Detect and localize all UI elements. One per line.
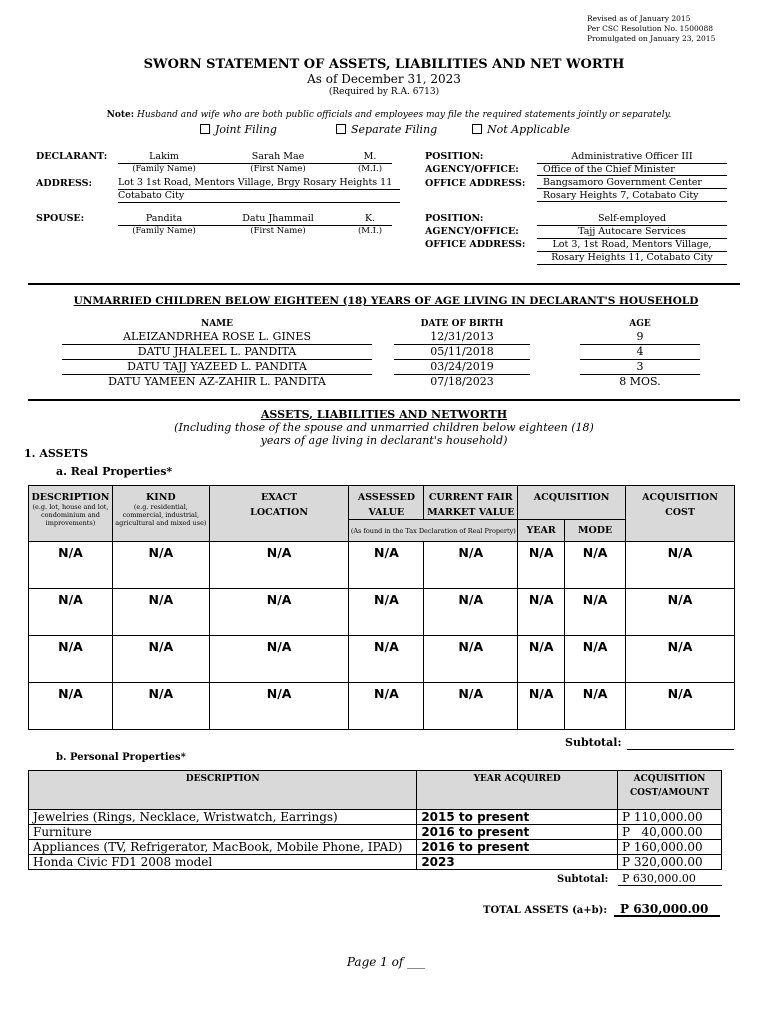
col-tax-note: (As found in the Tax Declaration of Real Property) <box>349 520 518 542</box>
table-cell: N/A <box>112 636 209 683</box>
col-cost <box>626 486 735 542</box>
table-cell: N/A <box>349 636 424 683</box>
declarant-family-name: Lakim <box>149 151 179 162</box>
child-name: ALEIZANDRHEA ROSE L. GINES <box>62 330 372 345</box>
as-of-date: As of December 31, 2023 <box>307 72 461 86</box>
declarant-address-2: Cotabato City <box>118 190 400 203</box>
form-title: SWORN STATEMENT OF ASSETS, LIABILITIES AND NET WORTH <box>143 57 625 72</box>
pp-cost: P 40,000.00 <box>618 825 722 840</box>
table-cell: N/A <box>112 542 209 589</box>
table-cell: N/A <box>424 589 518 636</box>
table-cell: N/A <box>112 683 209 730</box>
col-assessed <box>349 486 424 520</box>
col-location-label-1: EXACT <box>260 492 298 503</box>
page-number: Page 1 of ___ <box>346 955 426 969</box>
children-col-dob: DATE OF BIRTH <box>420 319 504 329</box>
caption-mi-2: (M.I.) <box>357 226 383 236</box>
caption-family-2: (Family Name) <box>132 226 196 236</box>
col-cost-label-2: COST <box>665 507 695 518</box>
agency-label: AGENCY/OFFICE: <box>425 164 519 175</box>
declarant-mi: M. <box>363 151 377 162</box>
col-description-note: (e.g. lot, house and lot, condominium and improvements) <box>32 503 109 527</box>
caption-mi: (M.I.) <box>357 164 383 174</box>
table-cell: N/A <box>29 683 113 730</box>
declarant-first-name: Sarah Mae <box>251 151 305 162</box>
real-subtotal-value <box>627 737 734 750</box>
pp-description: Furniture <box>29 825 417 840</box>
filing-separate[interactable] <box>336 123 437 136</box>
checkbox-icon[interactable] <box>472 124 482 134</box>
table-cell: N/A <box>565 636 626 683</box>
required-by: (Required by R.A. 6713) <box>328 87 440 97</box>
office-address-label: OFFICE ADDRESS: <box>425 178 526 189</box>
table-cell: N/A <box>565 542 626 589</box>
children-col-name: NAME <box>200 319 234 329</box>
col-acquisition <box>518 486 626 520</box>
declarant-office-address-1: Bangsamoro Government Center <box>537 177 727 189</box>
real-properties-table <box>28 485 735 730</box>
pp-description: Jewelries (Rings, Necklace, Wristwatch, Earrings) <box>29 810 417 825</box>
spouse-agency: Tajj Autocare Services <box>537 226 727 239</box>
filing-joint-label: Joint Filing <box>215 123 277 136</box>
col-year: YEAR <box>518 520 565 542</box>
table-row <box>29 810 722 825</box>
filing-joint[interactable] <box>200 123 277 136</box>
col-kind-note: (e.g. residential, commercial, industrial, agricultural and mixed use) <box>115 503 207 527</box>
total-assets-value: P 630,000.00 <box>614 902 720 917</box>
caption-family: (Family Name) <box>132 164 196 174</box>
checkbox-icon[interactable] <box>200 124 210 134</box>
col-cost-label-1: ACQUISITION <box>642 492 718 503</box>
table-row <box>29 825 722 840</box>
table-cell: N/A <box>518 542 565 589</box>
alnw-sub-1: (Including those of the spouse and unmarried children below eighteen (18) <box>174 421 594 434</box>
table-cell: N/A <box>209 542 349 589</box>
note-label: Note: <box>106 110 135 120</box>
assets-label: 1. ASSETS <box>24 447 89 460</box>
col-location-label-2: LOCATION <box>250 507 309 518</box>
checkbox-icon[interactable] <box>336 124 346 134</box>
pp-cost: P 110,000.00 <box>618 810 722 825</box>
child-name: DATU JHALEEL L. PANDITA <box>62 345 372 360</box>
declarant-label: DECLARANT: <box>36 151 108 162</box>
col-assessed-label-2: VALUE <box>368 507 405 518</box>
table-cell: N/A <box>626 683 735 730</box>
table-cell: N/A <box>626 589 735 636</box>
spouse-family-name: Pandita <box>145 213 183 224</box>
alnw-heading: ASSETS, LIABILITIES AND NETWORTH <box>260 408 508 421</box>
filing-separate-label: Separate Filing <box>351 123 438 136</box>
pp-cost: P 160,000.00 <box>618 840 722 855</box>
personal-subtotal-value: P 630,000.00 <box>618 872 722 886</box>
table-row <box>29 840 722 855</box>
col-description-label: DESCRIPTION <box>31 492 110 503</box>
col-fmv-label-2: MARKET VALUE <box>427 507 515 518</box>
table-row <box>29 542 735 589</box>
table-row <box>29 636 735 683</box>
col-description <box>29 486 113 542</box>
declarant-position: Administrative Officer III <box>537 151 727 164</box>
personal-properties-table <box>28 770 722 870</box>
child-age: 9 <box>580 330 700 345</box>
col-pp-cost-label-1: ACQUISITION <box>633 774 706 784</box>
table-cell: N/A <box>518 589 565 636</box>
table-cell: N/A <box>29 636 113 683</box>
divider <box>28 283 740 285</box>
child-dob: 03/24/2019 <box>394 360 530 375</box>
spouse-position-label: POSITION: <box>425 213 484 224</box>
child-dob: 12/31/2013 <box>394 330 530 345</box>
child-age: 8 MOS. <box>619 375 661 388</box>
child-row <box>62 360 644 374</box>
pp-year: 2023 <box>417 855 618 870</box>
spouse-office-address-label: OFFICE ADDRESS: <box>425 239 526 250</box>
child-dob: 05/11/2018 <box>394 345 530 360</box>
declarant-address-1: Lot 3 1st Road, Mentors Village, Brgy Rosary Heights 11 <box>118 177 400 190</box>
spouse-office-address-2: Rosary Heights 11, Cotabato City <box>537 252 727 265</box>
col-location <box>209 486 349 542</box>
table-cell: N/A <box>626 542 735 589</box>
table-cell: N/A <box>565 683 626 730</box>
revision-line-1: Revised as of January 2015 <box>587 14 691 23</box>
real-subtotal-label: Subtotal: <box>565 736 622 749</box>
table-row <box>29 589 735 636</box>
spouse-label: SPOUSE: <box>36 213 85 224</box>
pp-year: 2016 to present <box>417 840 618 855</box>
child-dob: 07/18/2023 <box>430 375 494 388</box>
caption-first: (First Name) <box>250 164 306 174</box>
pp-description: Appliances (TV, Refrigerator, MacBook, Mobile Phone, IPAD) <box>29 840 417 855</box>
col-pp-description: DESCRIPTION <box>29 771 417 810</box>
col-assessed-label-1: ASSESSED <box>357 492 415 503</box>
table-cell: N/A <box>209 683 349 730</box>
col-acquisition-label: ACQUISITION <box>533 492 610 503</box>
col-mode: MODE <box>565 520 626 542</box>
position-label: POSITION: <box>425 151 484 162</box>
table-cell: N/A <box>112 589 209 636</box>
col-fmv-label-1: CURRENT FAIR <box>428 492 513 503</box>
caption-first-2: (First Name) <box>250 226 306 236</box>
personal-properties-label: b. Personal Properties* <box>56 752 186 763</box>
col-pp-cost <box>618 771 722 810</box>
table-cell: N/A <box>518 683 565 730</box>
table-cell: N/A <box>349 589 424 636</box>
spouse-first-name: Datu Jhammail <box>242 213 314 224</box>
declarant-office-address-2: Rosary Heights 7, Cotabato City <box>537 190 727 202</box>
table-cell: N/A <box>518 636 565 683</box>
pp-year: 2015 to present <box>417 810 618 825</box>
pp-cost: P 320,000.00 <box>618 855 722 870</box>
children-heading: UNMARRIED CHILDREN BELOW EIGHTEEN (18) YEARS OF AGE LIVING IN DECLARANT'S HOUSEHOLD <box>73 295 699 307</box>
note <box>0 110 768 120</box>
col-kind <box>112 486 209 542</box>
child-row <box>62 375 661 389</box>
pp-description: Honda Civic FD1 2008 model <box>29 855 417 870</box>
table-cell: N/A <box>565 589 626 636</box>
revision-line-3: Promulgated on January 23, 2015 <box>587 34 716 43</box>
col-kind-label: KIND <box>146 492 176 503</box>
table-cell: N/A <box>424 542 518 589</box>
note-text: Husband and wife who are both public officials and employees may file the required statements jointly or separately. <box>136 110 672 120</box>
table-row <box>29 855 722 870</box>
divider <box>28 399 740 401</box>
declarant-name-line <box>118 151 392 164</box>
child-row <box>62 345 644 359</box>
spouse-mi: K. <box>364 213 376 224</box>
total-assets-label: TOTAL ASSETS (a+b): <box>483 905 608 916</box>
child-name: DATU TAJJ YAZEED L. PANDITA <box>62 360 372 375</box>
spouse-position: Self-employed <box>537 213 727 226</box>
table-row <box>29 683 735 730</box>
spouse-office-address-1: Lot 3, 1st Road, Mentors Village, <box>537 239 727 252</box>
pp-year: 2016 to present <box>417 825 618 840</box>
child-row <box>62 330 644 344</box>
table-cell: N/A <box>29 542 113 589</box>
real-properties-label: a. Real Properties* <box>56 465 173 478</box>
table-cell: N/A <box>626 636 735 683</box>
filing-na-label: Not Applicable <box>487 123 571 136</box>
table-cell: N/A <box>209 589 349 636</box>
child-name: DATU YAMEEN AZ-ZAHIR L. PANDITA <box>108 375 326 388</box>
col-pp-cost-label-2: COST/AMOUNT <box>629 788 710 798</box>
table-cell: N/A <box>29 589 113 636</box>
alnw-sub-2: years of age living in declarant's household) <box>260 434 508 447</box>
address-label: ADDRESS: <box>36 178 93 189</box>
table-cell: N/A <box>349 683 424 730</box>
personal-subtotal-label: Subtotal: <box>557 874 609 885</box>
spouse-agency-label: AGENCY/OFFICE: <box>425 226 519 237</box>
filing-not-applicable[interactable] <box>472 123 570 136</box>
revision-line-2: Per CSC Resolution No. 1500088 <box>587 24 714 33</box>
child-age: 3 <box>580 360 700 375</box>
declarant-agency: Office of the Chief Minister <box>537 164 727 176</box>
table-cell: N/A <box>424 683 518 730</box>
revision-block <box>587 14 715 44</box>
col-pp-year: YEAR ACQUIRED <box>417 771 618 810</box>
spouse-name-line <box>118 213 392 226</box>
col-fmv <box>424 486 518 520</box>
table-cell: N/A <box>424 636 518 683</box>
table-cell: N/A <box>209 636 349 683</box>
children-col-age: AGE <box>629 319 651 329</box>
child-age: 4 <box>580 345 700 360</box>
table-cell: N/A <box>349 542 424 589</box>
